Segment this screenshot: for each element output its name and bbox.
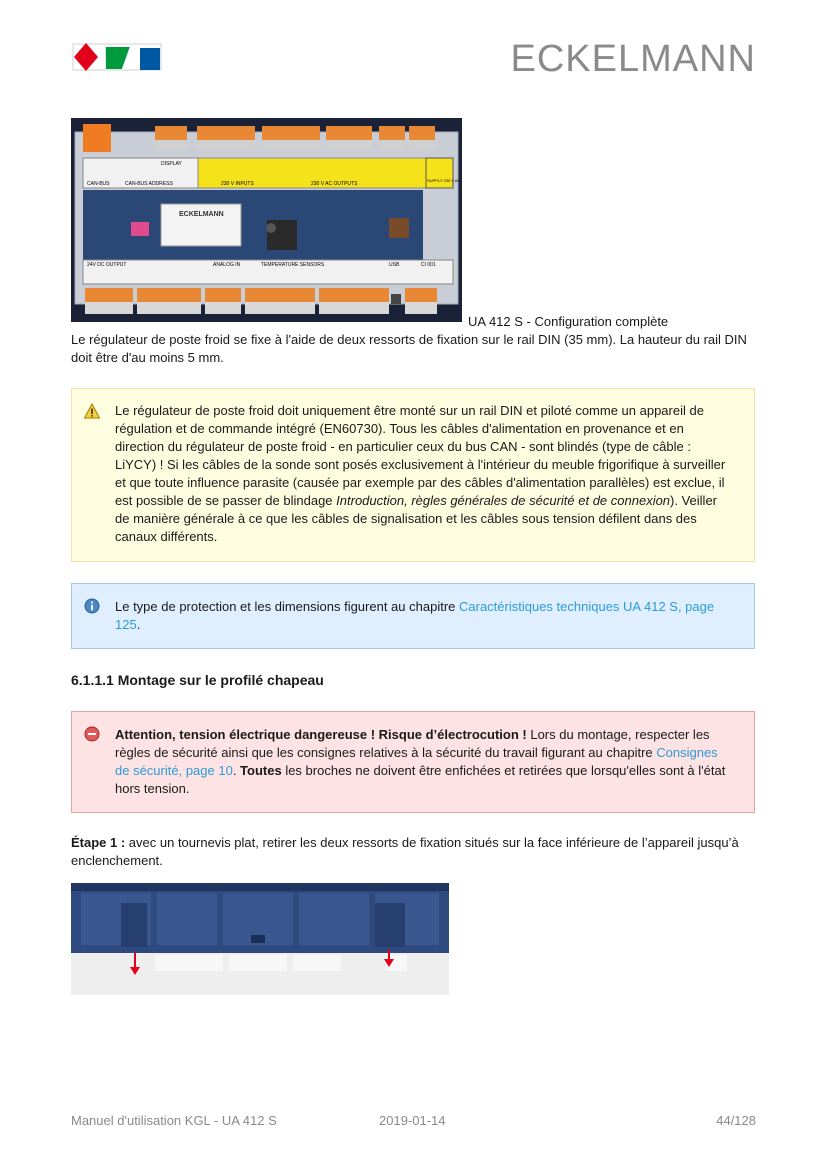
label-display: DISPLAY xyxy=(161,161,182,167)
label-address: CAN-BUS ADDRESS xyxy=(125,181,173,187)
label-temp-sensors: TEMPERATURE SENSORS xyxy=(261,262,325,268)
label-supply: SUPPLY 230 V AC xyxy=(427,178,461,183)
label-analog-in: ANALOG IN xyxy=(213,262,241,268)
info-box xyxy=(71,583,755,649)
device-photo-full-configuration xyxy=(71,118,462,322)
step-1-text: Étape 1 : avec un tournevis plat, retirer les deux ressorts de fixation situés sur la face inférieure de l’appareil jusqu’à enclenchement. xyxy=(71,835,739,868)
section-heading: 6.1.1.1 Montage sur le profilé chapeau xyxy=(71,672,324,688)
label-ci: CI 001 xyxy=(421,262,436,268)
label-outputs: 230 V AC OUTPUTS xyxy=(311,181,358,187)
danger-text: Attention, tension électrique dangereuse ! Risque d’électrocution ! Lors du montage, respecter les règles de sécurité ainsi que les consignes relatives à la sécurité du travail figurant au chapitre Consignes de sécurité, page 10. Toutes les broches ne doivent être enfichées et retirées que lorsqu'elles sont à l'état hors tension. xyxy=(115,727,726,796)
eckelmann-logo-marks xyxy=(71,40,163,74)
brand-wordmark: ECKELMANN xyxy=(510,38,756,80)
green-shape-icon xyxy=(102,47,130,69)
stop-icon xyxy=(84,726,100,742)
warning-text: Le régulateur de poste froid doit uniquement être monté sur un rail DIN et piloté comme un appareil de régulation et de commande intégré (EN60730). Tous les câbles d'alimentation en provenance et en direction du régulateur de poste froid - en particulier ceux du bus CAN - sont blindés (type de câble : LiYCY) ! Si les câbles de la sonde sont posés exclusivement à l'intérieur du meuble frigorifique à surveiller et que toute influence parasite (causée par exemple par des câbles d'alimentation parallèles) est exclue, il est possible de se passer de blindage Introduction, règles générales de sécurité et de connexion). Veiller de manière générale à ce que les câbles de signalisation et les câbles sous tension défilent dans des canaux différents. xyxy=(115,403,726,544)
danger-link-safety[interactable]: Consignes de sécurité, page 10 xyxy=(115,745,718,778)
danger-box xyxy=(71,711,755,813)
label-usb: USB xyxy=(389,262,400,268)
red-diamond-icon xyxy=(74,43,98,71)
label-can-bus: CAN-BUS xyxy=(87,181,110,187)
label-inputs: 230 V INPUTS xyxy=(221,181,254,187)
blue-square-icon xyxy=(140,48,160,70)
info-text: Le type de protection et les dimensions figurent au chapitre Caractéristiques techniques UA 412 S, page 125. xyxy=(115,599,715,632)
intro-paragraph: Le régulateur de poste froid se fixe à l'aide de deux ressorts de fixation sur le rail DIN (35 mm). La hauteur du rail DIN doit être d'au moins 5 mm. xyxy=(71,332,747,365)
warning-italic-ref: Introduction, règles générales de sécurité et de connexion xyxy=(336,493,671,508)
info-icon xyxy=(84,598,100,614)
warning-triangle-icon xyxy=(84,403,100,419)
footer-manual-title: Manuel d'utilisation KGL - UA 412 S xyxy=(71,1113,277,1128)
warning-box xyxy=(71,388,755,562)
footer-page-number: 44/128 xyxy=(716,1113,756,1128)
label-dc-output: 24V DC OUTPUT xyxy=(87,262,127,268)
footer-date: 2019-01-14 xyxy=(379,1113,446,1128)
device-bottom-photo xyxy=(71,883,449,995)
info-link-specs[interactable]: Caractéristiques techniques UA 412 S, page 125 xyxy=(115,599,715,632)
label-brand-sticker: ECKELMANN xyxy=(179,211,224,218)
figure-caption: UA 412 S - Configuration complète xyxy=(468,314,669,329)
